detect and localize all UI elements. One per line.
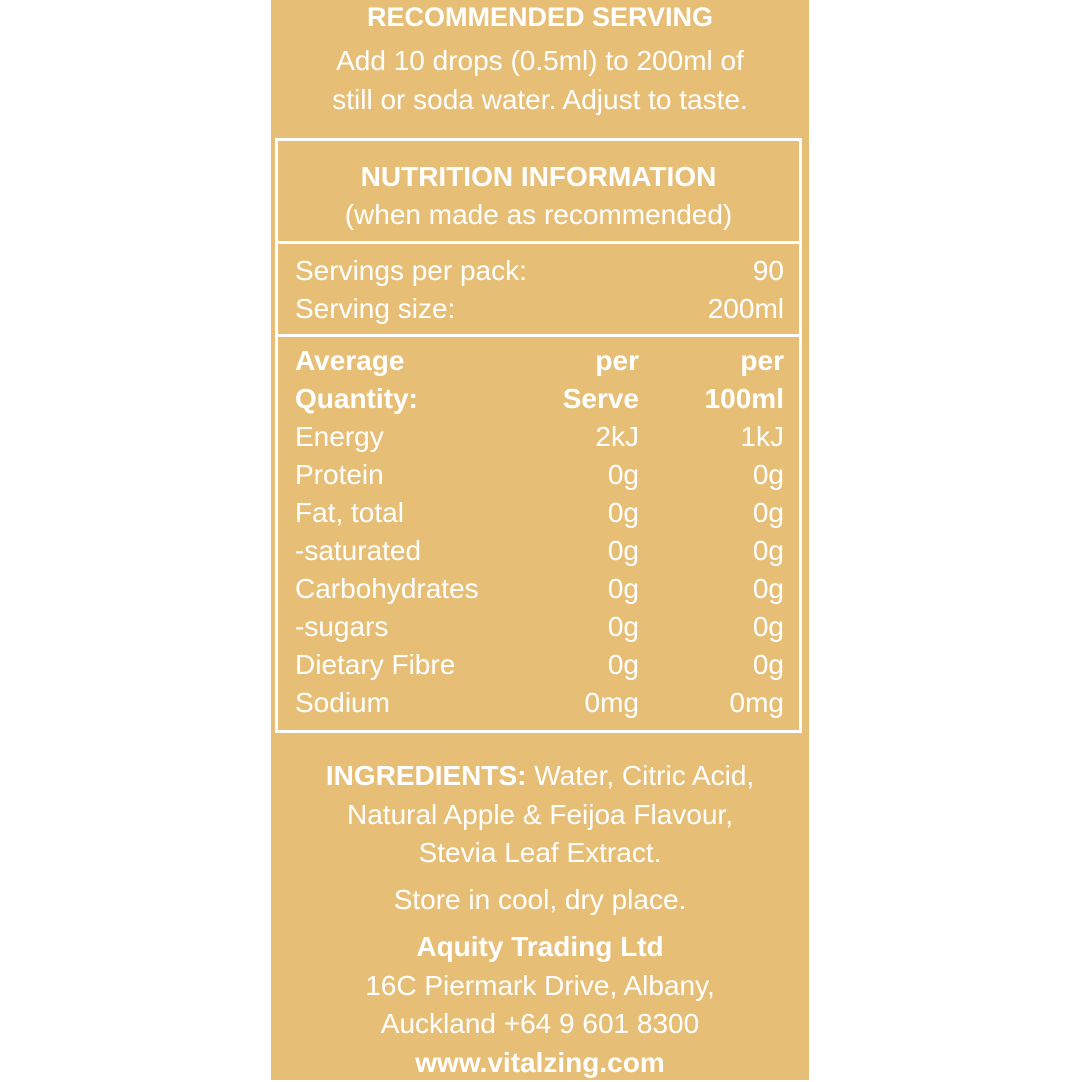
company-info: [271, 928, 809, 1082]
header-average: Average: [295, 342, 404, 380]
per-serve-value: 0g: [608, 456, 639, 494]
recommended-serving-line-1: Add 10 drops (0.5ml) to 200ml of: [271, 41, 809, 80]
nutrient-name: Protein: [295, 456, 384, 494]
per-100ml-value: 0g: [753, 532, 784, 570]
serving-size-value: 200ml: [708, 290, 784, 328]
table-header-row-2: [295, 380, 784, 418]
per-serve-value: 0g: [608, 570, 639, 608]
table-row: [295, 418, 784, 456]
company-website: www.vitalzing.com: [271, 1044, 809, 1082]
nutrition-divider-middle: [278, 334, 799, 337]
per-100ml-value: 0g: [753, 456, 784, 494]
header-per-serve-line2: Serve: [563, 380, 639, 418]
header-per-100ml-line1: per: [740, 342, 784, 380]
table-row: [295, 646, 784, 684]
serving-size-row: [295, 290, 784, 328]
recommended-serving-text: [271, 41, 809, 119]
serving-size-label: Serving size:: [295, 290, 455, 328]
per-serve-value: 0g: [608, 646, 639, 684]
company-name: Aquity Trading Ltd: [271, 928, 809, 967]
table-row: [295, 608, 784, 646]
per-100ml-value: 0g: [753, 608, 784, 646]
recommended-serving-title: RECOMMENDED SERVING: [271, 0, 809, 34]
header-quantity: Quantity:: [295, 380, 418, 418]
servings-per-pack-row: [295, 252, 784, 290]
table-row: [295, 570, 784, 608]
nutrient-name: Fat, total: [295, 494, 404, 532]
storage-instructions: Store in cool, dry place.: [271, 881, 809, 919]
servings-per-pack-value: 90: [753, 252, 784, 290]
servings-per-pack-label: Servings per pack:: [295, 252, 527, 290]
per-serve-value: 0g: [608, 532, 639, 570]
per-100ml-value: 0g: [753, 646, 784, 684]
nutrient-name: Energy: [295, 418, 384, 456]
ingredients-label: INGREDIENTS:: [326, 760, 527, 791]
table-header-row-1: [295, 342, 784, 380]
per-100ml-value: 0mg: [730, 684, 784, 722]
nutrient-name: Dietary Fibre: [295, 646, 455, 684]
nutrient-name: Sodium: [295, 684, 390, 722]
per-100ml-value: 1kJ: [740, 418, 784, 456]
product-label-panel: [271, 0, 809, 1080]
nutrition-divider-top: [278, 241, 799, 244]
nutrition-information-panel: [275, 138, 802, 733]
table-row: [295, 684, 784, 722]
table-row: [295, 456, 784, 494]
header-per-100ml-line2: 100ml: [705, 380, 784, 418]
company-address-line-1: 16C Piermark Drive, Albany,: [271, 967, 809, 1006]
nutrition-title: NUTRITION INFORMATION: [278, 159, 799, 195]
nutrient-name: Carbohydrates: [295, 570, 479, 608]
table-row: [295, 494, 784, 532]
nutrient-name: -saturated: [295, 532, 421, 570]
ingredients-line-2: Natural Apple & Feijoa Flavour,: [271, 796, 809, 835]
recommended-serving-line-2: still or soda water. Adjust to taste.: [271, 80, 809, 119]
company-address-line-2: Auckland +64 9 601 8300: [271, 1005, 809, 1044]
table-row: [295, 532, 784, 570]
per-serve-value: 0mg: [585, 684, 639, 722]
ingredients-section: [271, 757, 809, 873]
nutrition-subtitle: (when made as recommended): [278, 197, 799, 233]
ingredients-text-1: Water, Citric Acid,: [534, 760, 754, 791]
nutrient-name: -sugars: [295, 608, 388, 646]
per-serve-value: 2kJ: [595, 418, 639, 456]
per-100ml-value: 0g: [753, 494, 784, 532]
per-serve-value: 0g: [608, 494, 639, 532]
header-per-serve-line1: per: [595, 342, 639, 380]
per-100ml-value: 0g: [753, 570, 784, 608]
ingredients-line-1: [271, 757, 809, 796]
per-serve-value: 0g: [608, 608, 639, 646]
ingredients-line-3: Stevia Leaf Extract.: [271, 834, 809, 873]
